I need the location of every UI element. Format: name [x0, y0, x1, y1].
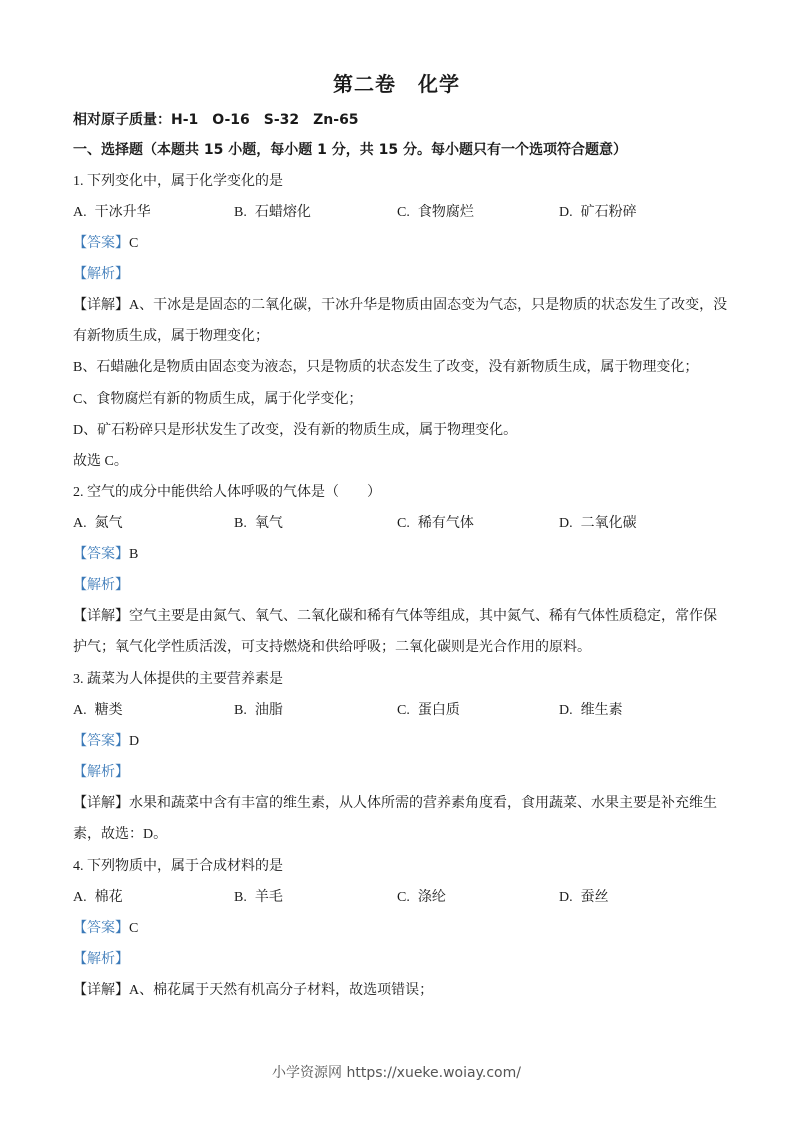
detail-line: 【详解】空气主要是由氮气、氧气、二氧化碳和稀有气体等组成，其中氮气、稀有气体性质稳定，常作保 [73, 609, 717, 624]
answer-value: B [129, 547, 139, 562]
question-stem: 2. 空气的成分中能供给人体呼吸的气体是（ ） [73, 485, 381, 500]
answer-tag: 【答案】 [73, 236, 129, 251]
title-volume: 第二卷 [333, 72, 396, 96]
detail-tag: 【详解】 [73, 609, 129, 624]
analysis-tag: 【解析】 [73, 765, 129, 780]
option-b: B. 氧气 [234, 516, 283, 531]
detail-line: D、矿石粉碎只是形状发生了改变，没有新的物质生成，属于物理变化。 [73, 423, 518, 438]
atomic-mass-label: 相对原子质量： [73, 112, 171, 128]
detail-tag: 【详解】 [73, 298, 129, 313]
answer-value: C [129, 921, 139, 936]
question-stem: 4. 下列物质中，属于合成材料的是 [73, 859, 283, 874]
analysis-tag: 【解析】 [73, 267, 129, 282]
option-d: D. 矿石粉碎 [559, 205, 637, 220]
answer-value: D [129, 734, 140, 749]
atomic-mass-item: O-16 [212, 112, 250, 128]
option-b: B. 油脂 [234, 703, 283, 718]
option-d: D. 维生素 [559, 703, 623, 718]
detail-line: B、石蜡融化是物质由固态变为液态，只是物质的状态发生了改变，没有新物质生成，属于物理变化； [73, 360, 699, 375]
question-stem: 1. 下列变化中，属于化学变化的是 [73, 174, 283, 189]
option-a: A. 干冰升华 [73, 205, 151, 220]
question-stem: 3. 蔬菜为人体提供的主要营养素是 [73, 672, 283, 687]
option-b: B. 羊毛 [234, 890, 283, 905]
detail-tag: 【详解】 [73, 796, 129, 811]
analysis-tag: 【解析】 [73, 952, 129, 967]
option-d: D. 二氧化碳 [559, 516, 637, 531]
option-c: C. 稀有气体 [397, 516, 474, 531]
answer-line [73, 919, 725, 939]
detail-line: 护气；氧气化学性质活泼，可支持燃烧和供给呼吸；二氧化碳则是光合作用的原料。 [73, 640, 591, 655]
option-a: A. 氮气 [73, 516, 123, 531]
option-d: D. 蚕丝 [559, 890, 609, 905]
atomic-mass-item: Zn-65 [313, 112, 359, 128]
option-c: C. 涤纶 [397, 890, 446, 905]
section-heading: 一、选择题（本题共 15 小题，每小题 1 分，共 15 分。每小题只有一个选项符合题意） [73, 142, 627, 158]
detail-line: 【详解】水果和蔬菜中含有丰富的维生素，从人体所需的营养素角度看，食用蔬菜、水果主要是补充维生 [73, 796, 717, 811]
footer-watermark: 小学资源网 https://xueke.woiay.com/ [272, 1065, 521, 1081]
atomic-mass-item: H-1 [171, 112, 199, 128]
detail-line: 有新物质生成，属于物理变化； [73, 329, 269, 344]
detail-tag: 【详解】 [73, 983, 129, 998]
atomic-mass-line [73, 110, 725, 130]
answer-tag: 【答案】 [73, 734, 129, 749]
option-b: B. 石蜡熔化 [234, 205, 311, 220]
detail-line: 【详解】A、棉花属于天然有机高分子材料，故选项错误； [73, 983, 434, 998]
answer-line [73, 732, 725, 752]
option-c: C. 蛋白质 [397, 703, 460, 718]
page-title [0, 68, 793, 97]
option-a: A. 棉花 [73, 890, 123, 905]
answer-tag: 【答案】 [73, 921, 129, 936]
detail-line: 【详解】A、干冰是是固态的二氧化碳，干冰升华是物质由固态变为气态，只是物质的状态发生了改变，没 [73, 298, 728, 313]
option-a: A. 糖类 [73, 703, 123, 718]
option-c: C. 食物腐烂 [397, 205, 474, 220]
answer-tag: 【答案】 [73, 547, 129, 562]
atomic-mass-item: S-32 [263, 112, 300, 128]
answer-line [73, 234, 725, 254]
title-subject: 化学 [418, 72, 460, 96]
detail-line: C、食物腐烂有新的物质生成，属于化学变化； [73, 392, 363, 407]
answer-value: C [129, 236, 139, 251]
detail-line: 素，故选：D。 [73, 827, 168, 842]
answer-line [73, 545, 725, 565]
analysis-tag: 【解析】 [73, 578, 129, 593]
detail-line: 故选 C。 [73, 454, 128, 469]
